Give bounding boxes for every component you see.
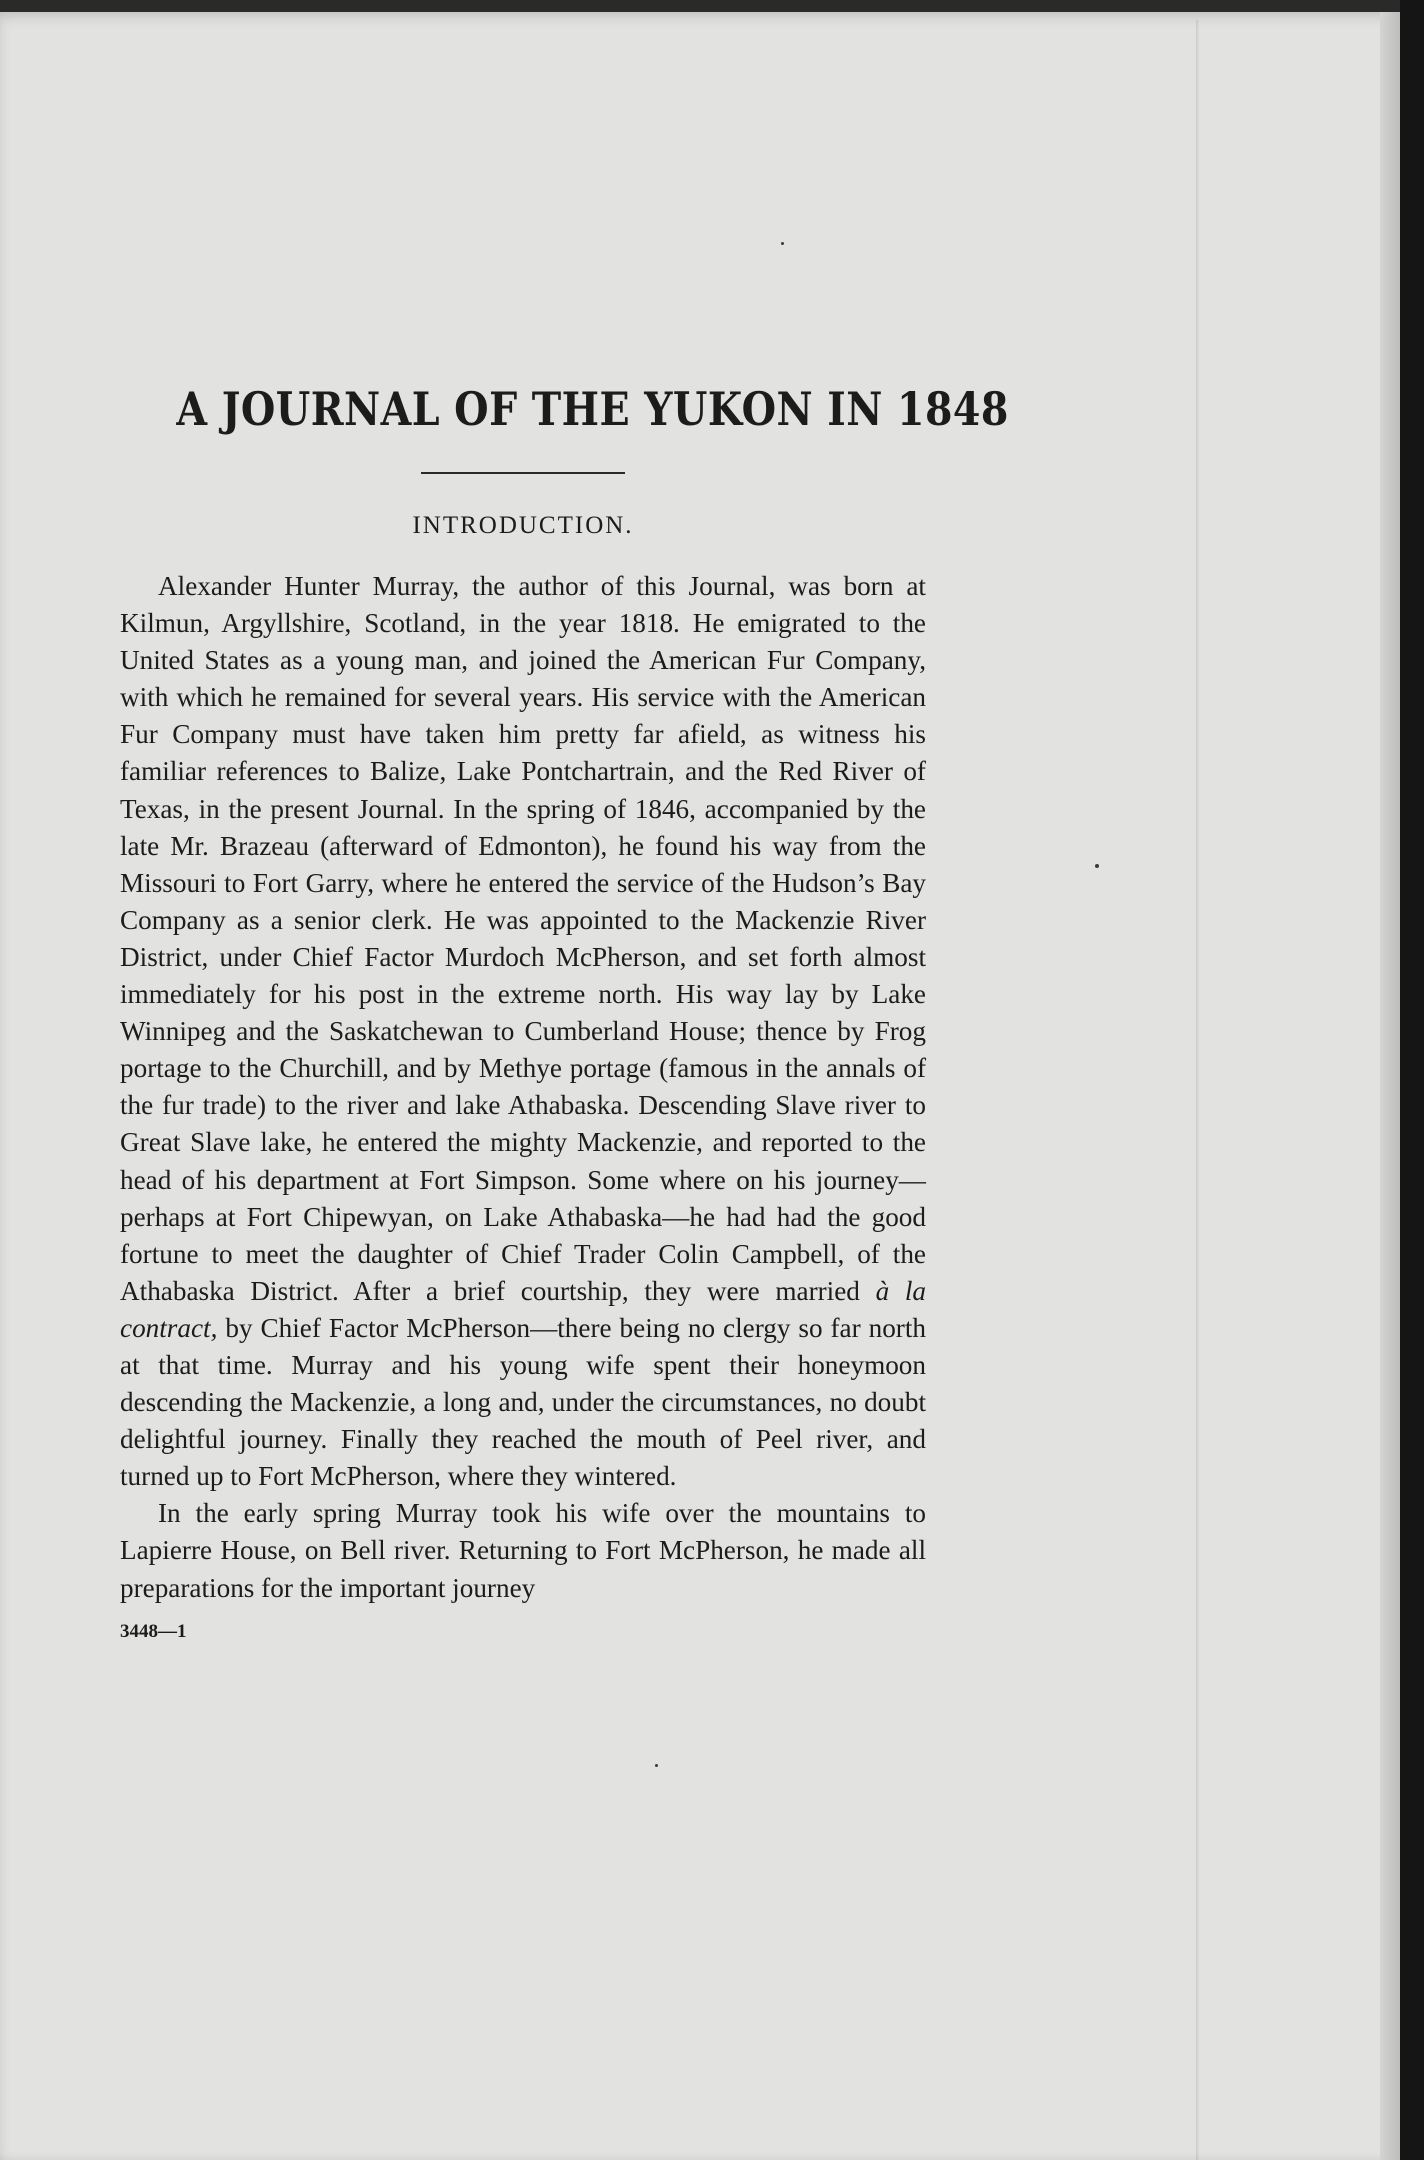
- ink-speck: [781, 242, 784, 245]
- body-paragraph-1: [120, 568, 926, 1495]
- page-edge: [1380, 12, 1400, 2160]
- italic-phrase: à la contract,: [120, 1275, 927, 1343]
- section-heading: INTRODUCTION.: [412, 512, 634, 539]
- paragraph-1-text: Alexander Hunter Murray, the author of this Journal, was born at Kilmun, Argyllshire, Scotland, in the year 1818. He emigrated to the United States as a young man, and joined the American Fur Company, with which he remained for several years. His service with the American Fur Company must have taken him pretty far afield, as witness his familiar references to Balize, Lake Pontchartrain, and the Red River of Texas, in the present Journal. In the spring of 1846, accompanied by the late Mr. Brazeau (afterward of Edmonton), he found his way from the Missouri to Fort Garry, where he entered the service of the Hudson’s Bay Company as a senior clerk. He was appointed to the Mackenzie River District, under Chief Factor Murdoch McPherson, and set forth almost immediately for his post in the extreme north. His way lay by Lake Winnipeg and the Saskatchewan to Cumberland House; thence by Frog portage to the Churchill, and by Methye portage (famous in the annals of the fur trade) to the river and lake Athabaska. Descending Slave river to Great Slave lake, he entered the mighty Mackenzie, and reported to the head of his department at Fort Simpson. Some where on his journey—perhaps at Fort Chipewyan, on Lake Athabaska—he had had the good fortune to meet the daughter of Chief Trader Colin Campbell, of the Athabaska District. After a brief courtship, they were married: [120, 571, 926, 1306]
- page-content: [120, 330, 1009, 1643]
- page-title: A JOURNAL OF THE YUKON IN 1848: [176, 382, 1009, 436]
- page-fold-shadow: [1196, 20, 1199, 2160]
- ink-speck: [1095, 864, 1099, 868]
- ink-speck: [655, 1764, 658, 1767]
- title-rule: [421, 472, 625, 474]
- page-number: 3448—1: [120, 1620, 187, 1642]
- body-paragraph-2: In the early spring Murray took his wife over the mountains to Lapierre House, on Bell river. Returning to Fort McPherson, he made all preparations for the important journey: [120, 1498, 926, 1603]
- paragraph-1-continued: by Chief Factor McPherson—there being no clergy so far north at that time. Murray and his young wife spent their honeymoon descending the Mackenzie, a long and, under the circumstances, no doubt delightful journey. Finally they reached the mouth of Peel river, and turned up to Fort McPherson, where they wintered.: [120, 1312, 927, 1492]
- scan-right-border: [1400, 0, 1424, 2160]
